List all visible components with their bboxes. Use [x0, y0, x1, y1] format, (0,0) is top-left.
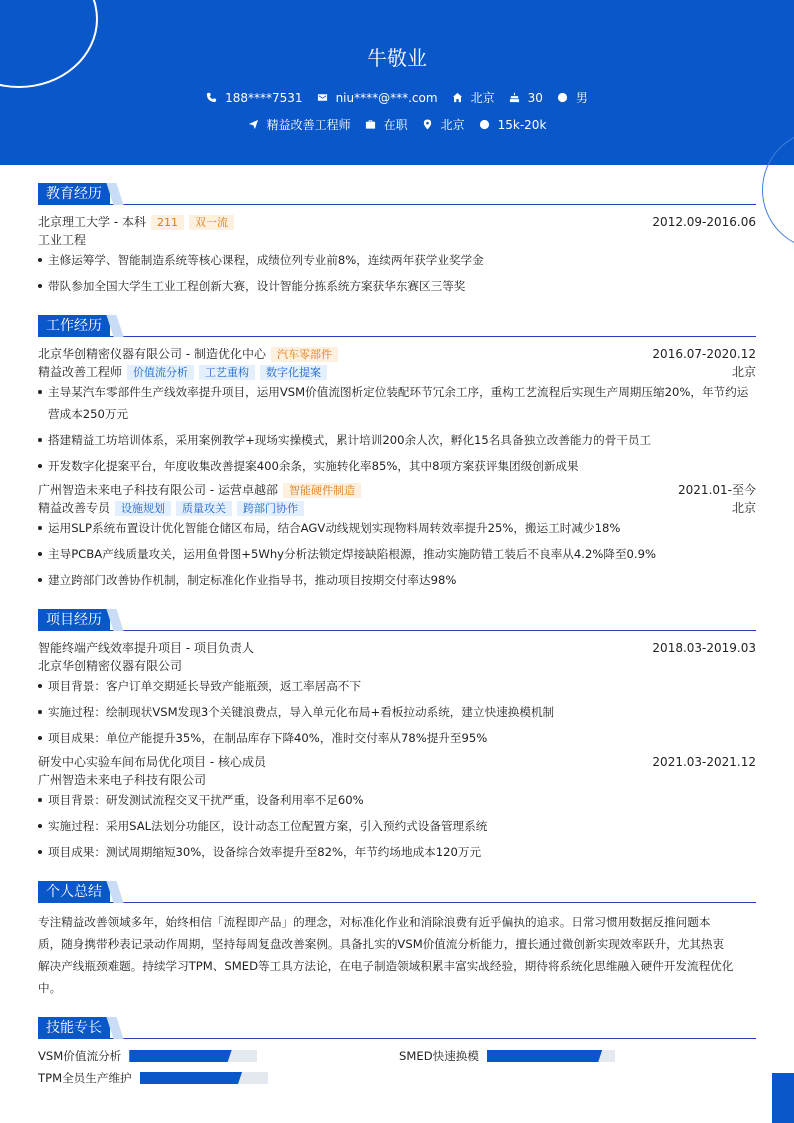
company-name: 广州智造未来电子科技有限公司 - 运营卓越部 — [38, 483, 278, 497]
project-row — [38, 640, 756, 656]
skill-name: SMED快速换模 — [399, 1049, 479, 1063]
education-period: 2012.09-2016.06 — [652, 215, 756, 229]
school-tag: 211 — [151, 215, 184, 230]
project-bullet: 实施过程：采用SAL法划分功能区，设计动态工位配置方案，引入预约式设备管理系统 — [38, 815, 756, 837]
phone-item — [206, 91, 302, 105]
project-period: 2018.03-2019.03 — [652, 641, 756, 655]
job-row — [38, 482, 756, 498]
resume-header — [0, 0, 794, 165]
project-company-row — [38, 772, 756, 788]
target-city-text: 北京 — [440, 118, 465, 132]
skill-item — [399, 1048, 615, 1064]
project-company: 北京华创精密仪器有限公司 — [38, 659, 183, 673]
education-bullet: 带队参加全国大学生工业工程创新大赛，设计智能分拣系统方案获华东赛区三等奖 — [38, 275, 756, 297]
position: 精益改善工程师 — [38, 365, 123, 379]
skill-item — [38, 1070, 268, 1086]
skill-bar-fill — [487, 1050, 602, 1062]
project-period: 2021.03-2021.12 — [652, 755, 756, 769]
basic-info-row — [0, 89, 794, 106]
project-bullet: 项目背景：研发测试流程交叉干扰严重，设备利用率不足60% — [38, 789, 756, 811]
project-bullet: 项目成果：单位产能提升35%，在制品库存下降40%，准时交付率从78%提升至95% — [38, 727, 756, 749]
job-city: 北京 — [731, 501, 756, 515]
skill-bar-fill — [129, 1050, 231, 1062]
summary-line: 解决产线瓶颈难题。持续学习TPM、SMED等工具方法论，在电子制造领域积累丰富实战经验，期待将系统化思维融入硬件开发流程优化 — [38, 959, 734, 973]
project-name: 智能终端产线效率提升项目 - 项目负责人 — [38, 641, 254, 655]
summary-section — [38, 881, 756, 995]
job-city: 北京 — [731, 365, 756, 379]
target-job-text: 精益改善工程师 — [266, 118, 351, 132]
mail-icon — [317, 92, 328, 103]
gender-item — [557, 89, 588, 106]
education-row — [38, 214, 756, 230]
candidate-name: 牛敬业 — [367, 46, 427, 70]
project-row — [38, 754, 756, 770]
job-bullet: 开发数字化提案平台，年度收集改善提案400余条，实施转化率85%，其中8项方案获评集团级创新成果 — [38, 455, 756, 477]
summary-line: 中。 — [38, 981, 62, 995]
skill-bar-fill — [140, 1072, 242, 1084]
project-bullet: 实施过程：绘制现状VSM发现3个关键浪费点，导入单元化布局+看板拉动系统，建立快速换模机制 — [38, 701, 756, 723]
work-section — [38, 315, 756, 587]
skill-tag: 质量攻关 — [176, 501, 232, 516]
skills-section — [38, 1017, 756, 1085]
school-name: 北京理工大学 - 本科 — [38, 215, 146, 229]
gender-icon — [557, 92, 568, 103]
section-title: 项目经历 — [38, 609, 110, 631]
target-city-item — [422, 116, 465, 133]
money-icon — [479, 119, 490, 130]
school-tag: 双一流 — [189, 215, 234, 230]
home-city-item — [452, 89, 495, 106]
phone-text: 188****7531 — [225, 90, 303, 105]
job-row — [38, 346, 756, 362]
education-section — [38, 183, 756, 293]
job-bullet: 建立跨部门改善协作机制，制定标准化作业指导书，推动项目按期交付率达98% — [38, 569, 756, 591]
home-city-text: 北京 — [470, 91, 495, 105]
section-title: 教育经历 — [38, 183, 110, 205]
home-icon — [452, 92, 463, 103]
decorative-bar — [772, 1073, 794, 1123]
section-title: 工作经历 — [38, 315, 110, 337]
job-bullet: 搭建精益工坊培训体系，采用案例教学+现场实操模式，累计培训200余人次，孵化15名具备独立改善能力的骨干员工 — [38, 429, 756, 451]
salary-item — [479, 118, 547, 132]
skill-bar — [129, 1050, 257, 1062]
position-row — [38, 500, 756, 516]
job-period: 2016.07-2020.12 — [652, 347, 756, 361]
job-bullet: 运用SLP系统布置设计优化智能仓储区布局，结合AGV动线规划实现物料周转效率提升25%，搬运工时减少18% — [38, 517, 756, 539]
age-text: 30 — [527, 90, 543, 105]
industry-tag: 汽车零部件 — [271, 347, 338, 362]
age-item — [509, 91, 543, 105]
summary-line: 质，随身携带秒表记录动作周期，坚持每周复盘改善案例。具备扎实的VSM价值流分析能力，擅长通过微创新实现效率跃升，尤其热衷 — [38, 937, 725, 951]
cake-icon — [509, 92, 520, 103]
phone-icon — [206, 92, 217, 103]
project-company-row — [38, 658, 756, 674]
section-header — [38, 183, 756, 205]
email-text: niu****@***.com — [335, 90, 438, 105]
skill-bar — [140, 1072, 268, 1084]
industry-tag: 智能硬件制造 — [283, 483, 361, 498]
skill-tag: 跨部门协作 — [237, 501, 304, 516]
job-intent-row — [0, 116, 794, 133]
projects-section — [38, 609, 756, 859]
location-icon — [422, 119, 433, 130]
section-header — [38, 315, 756, 337]
target-job-item — [248, 116, 351, 133]
status-item — [365, 116, 408, 133]
send-icon — [248, 119, 259, 130]
skill-item — [38, 1048, 257, 1064]
skill-bar — [487, 1050, 615, 1062]
job-period: 2021.01-至今 — [678, 483, 756, 497]
skill-tag: 设施规划 — [115, 501, 171, 516]
skill-tag: 数字化提案 — [260, 365, 327, 380]
skill-tag: 工艺重构 — [199, 365, 255, 380]
project-company: 广州智造未来电子科技有限公司 — [38, 773, 207, 787]
job-bullet: 主导PCBA产线质量攻关，运用鱼骨图+5Why分析法锁定焊接缺陷根源，推动实施防错工装后不良率从4.2%降至0.9% — [38, 543, 756, 565]
salary-text: 15k-20k — [497, 117, 547, 132]
major: 工业工程 — [38, 233, 87, 247]
project-name: 研发中心实验车间布局优化项目 - 核心成员 — [38, 755, 266, 769]
position-row — [38, 364, 756, 380]
project-bullet: 项目成果：测试周期缩短30%，设备综合效率提升至82%，年节约场地成本120万元 — [38, 841, 756, 863]
major-row — [38, 232, 756, 248]
status-text: 在职 — [383, 118, 408, 132]
section-header — [38, 1017, 756, 1039]
section-header — [38, 609, 756, 631]
summary-line: 专注精益改善领域多年，始终相信「流程即产品」的理念，对标准化作业和消除浪费有近乎偏执的追求。日常习惯用数据反推问题本 — [38, 915, 711, 929]
skill-tag: 价值流分析 — [127, 365, 194, 380]
position: 精益改善专员 — [38, 501, 111, 515]
email-item — [317, 91, 438, 105]
gender-text: 男 — [575, 91, 588, 105]
section-title: 技能专长 — [38, 1017, 110, 1039]
job-bullet: 主导某汽车零部件生产线效率提升项目，运用VSM价值流图析定位装配环节冗余工序，重构工艺流程后实现生产周期压缩20%，年节约运营成本250万元 — [38, 381, 756, 425]
company-name: 北京华创精密仪器有限公司 - 制造优化中心 — [38, 347, 266, 361]
skill-name: TPM全员生产维护 — [38, 1071, 132, 1085]
skill-name: VSM价值流分析 — [38, 1049, 122, 1063]
briefcase-icon — [365, 119, 376, 130]
section-header — [38, 881, 756, 903]
project-bullet: 项目背景：客户订单交期延长导致产能瓶颈，返工率居高不下 — [38, 675, 756, 697]
education-bullet: 主修运筹学、智能制造系统等核心课程，成绩位列专业前8%，连续两年获学业奖学金 — [38, 249, 756, 271]
section-title: 个人总结 — [38, 881, 110, 903]
